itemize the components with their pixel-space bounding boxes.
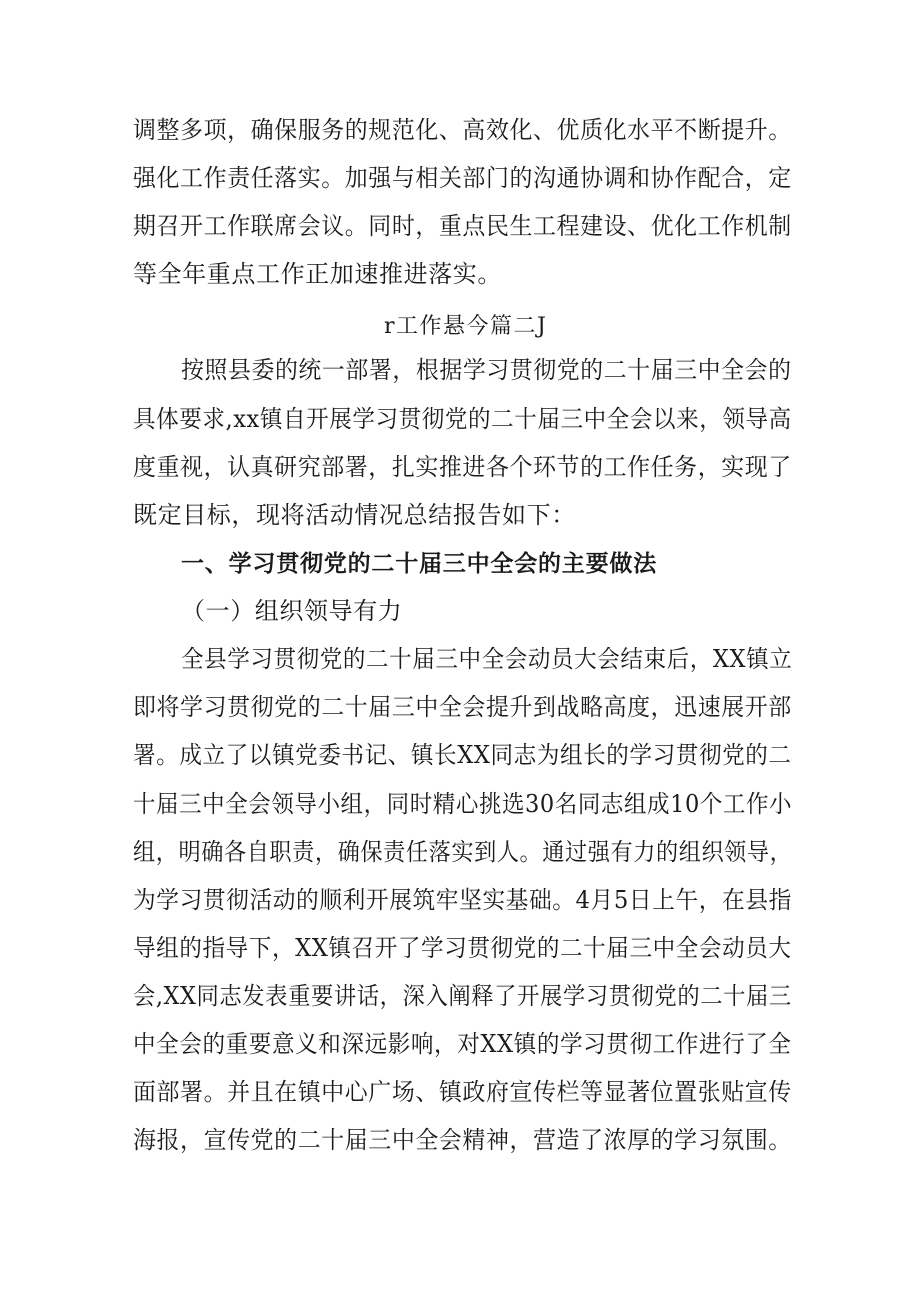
body-text-line: 导组的指导下，XX镇召开了学习贯彻党的二十届三中全会动员大 [133,934,792,962]
body-text-line: 期召开工作联席会议。同时，重点民生工程建设、优化工作机制 [133,212,792,240]
body-text-line: 等全年重点工作正加速推进落实。 [133,260,502,288]
body-text-line: 具体要求,xx镇自开展学习贯彻党的二十届三中全会以来，领导高 [133,405,792,433]
subsection-heading: （一）组织领导有力 [181,597,403,625]
body-text-line: 度重视，认真研究部署，扎实推进各个环节的工作任务，实现了 [133,453,792,481]
body-text-line: 会,XX同志发表重要讲话，深入阐释了开展学习贯彻党的二十届三 [133,982,792,1010]
body-text-line: 按照县委的统一部署，根据学习贯彻党的二十届三中全会的 [181,356,792,384]
body-text-line: 即将学习贯彻党的二十届三中全会提升到战略高度，迅速展开部 [133,693,792,721]
body-text-line: 强化工作责任落实。加强与相关部门的沟通协调和协作配合，定 [133,164,792,192]
body-text-line: 组，明确各自职责，确保责任落实到人。通过强有力的组织领导， [133,838,793,866]
body-text-line: 全县学习贯彻党的二十届三中全会动员大会结束后，XX镇立 [181,645,793,673]
body-text-line: 十届三中全会领导小组，同时精心挑选30名同志组成10个工作小 [133,790,793,818]
body-text-line: 中全会的重要意义和深远影响，对XX镇的学习贯彻工作进行了全 [133,1030,792,1058]
body-text-line: 署。成立了以镇党委书记、镇长XX同志为组长的学习贯彻党的二 [133,741,792,769]
section-title: r工作悬今篇二J [384,314,548,339]
section-heading: 一、学习贯彻党的二十届三中全会的主要做法 [181,551,657,577]
body-text-line: 海报，宣传党的二十届三中全会精神，营造了浓厚的学习氛围。 [133,1126,792,1154]
body-text-line: 为学习贯彻活动的顺利开展筑牢坚实基础。4月5日上午，在县指 [133,886,792,914]
body-text-line: 调整多项，确保服务的规范化、高效化、优质化水平不断提升。 [133,116,792,144]
body-text-line: 面部署。并且在镇中心广场、镇政府宣传栏等显著位置张贴宣传 [133,1078,792,1106]
body-text-line: 既定目标，现将活动情况总结报告如下： [133,501,576,529]
